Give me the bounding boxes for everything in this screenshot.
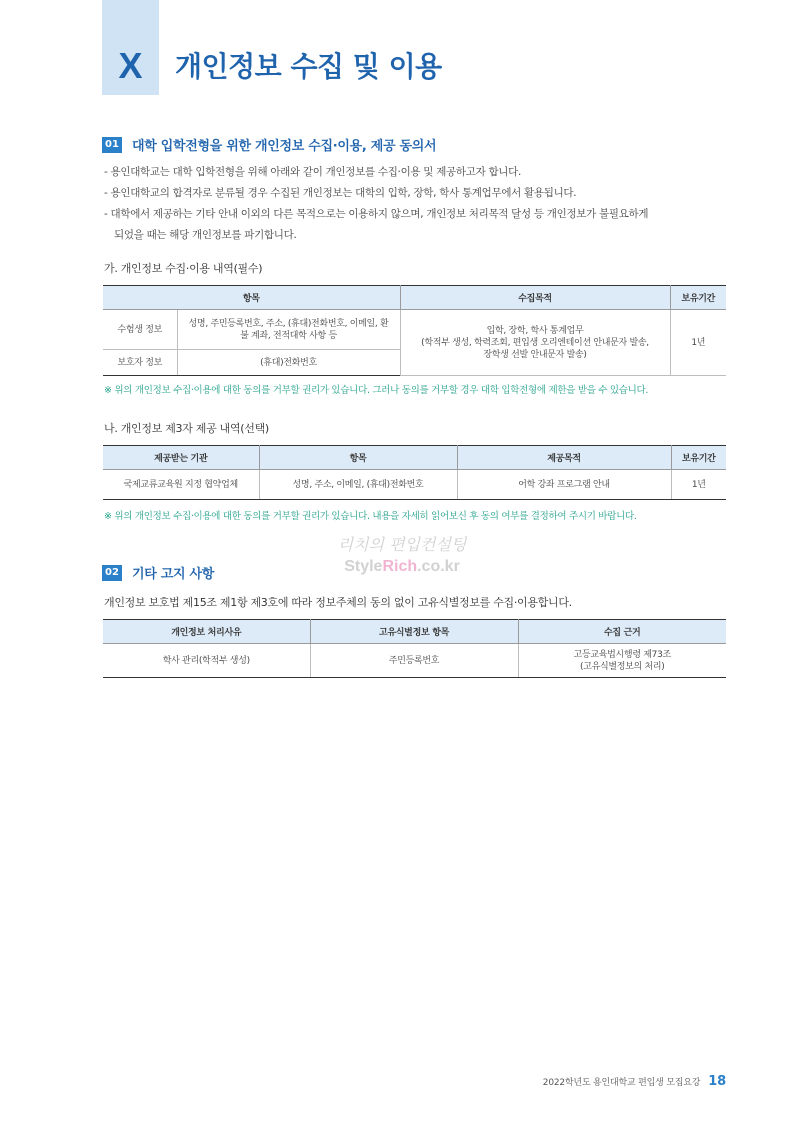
- table-row: [103, 310, 726, 350]
- table-cell: 학사 관리(학적부 생성): [103, 644, 310, 678]
- header-cell: 제공목적: [457, 446, 671, 470]
- header-cell: 보유기간: [670, 286, 726, 310]
- table-header-row: [103, 446, 726, 470]
- section-2-heading: [102, 563, 214, 582]
- watermark: [322, 534, 482, 578]
- table-cell: [518, 644, 726, 678]
- purpose-cell: [400, 310, 670, 376]
- brand-part: Style: [344, 558, 383, 575]
- watermark-brand: [322, 556, 482, 578]
- purpose-line: 입학, 장학, 학사 통계업무: [486, 325, 584, 336]
- header-cell: 고유식별정보 항목: [310, 620, 518, 644]
- consent-note: ※ 위의 개인정보 수집·이용에 대한 동의를 거부할 권리가 있습니다. 그러나 동의를 거부할 경우 대학 입학전형에 제한을 받을 수 있습니다.: [104, 385, 649, 396]
- purpose-line: (학적부 생성, 학력조회, 편입생 오리엔테이션 안내문자 발송,: [421, 337, 649, 348]
- chapter-letter: X: [118, 45, 143, 86]
- notice-item: - 용인대학교의 합격자로 분류될 경우 수집된 개인정보는 대학의 입학, 장학, 학사 통계업무에서 활용됩니다.: [104, 187, 577, 199]
- basis-line: 고등교육법시행령 제73조: [573, 649, 671, 660]
- section-title: 대학 입학전형을 위한 개인정보 수집·이용, 제공 동의서: [132, 139, 437, 154]
- page-title: 개인정보 수집 및 이용: [175, 50, 442, 83]
- brand-part: .co.kr: [417, 558, 460, 575]
- purpose-line: 장학생 선발 안내문자 발송): [483, 349, 587, 360]
- header-cell: 보유기간: [671, 446, 726, 470]
- row-items: [177, 310, 400, 350]
- table-cell: 어학 강좌 프로그램 안내: [457, 470, 671, 500]
- row-label: 보호자 정보: [103, 350, 177, 376]
- collection-table: [103, 285, 726, 376]
- table-cell: 국제교류교육원 지정 협약업체: [103, 470, 259, 500]
- table-header-row: [103, 286, 726, 310]
- notice-item: - 대학에서 제공하는 기타 안내 이외의 다른 목적으로는 이용하지 않으며, 개인정보 처리목적 달성 등 개인정보가 불필요하게: [104, 208, 649, 220]
- table-b-caption: 나. 개인정보 제3자 제공 내역(선택): [104, 422, 269, 435]
- row-label: 수험생 정보: [103, 310, 177, 350]
- items-text: 성명, 주민등록번호, 주소, (휴대)전화번호, 이메일, 환불 계좌, 전적대학 사항 등: [188, 318, 389, 341]
- header-cell: 제공받는 기관: [103, 446, 259, 470]
- table-a-caption: 가. 개인정보 수집·이용 내역(필수): [104, 262, 263, 275]
- section-number-badge: 01: [102, 137, 122, 153]
- notice-item-continued: 되었을 때는 해당 개인정보를 파기합니다.: [114, 229, 297, 241]
- header-cell: 수집목적: [400, 286, 670, 310]
- notice-item: - 용인대학교는 대학 입학전형을 위해 아래와 같이 개인정보를 수집·이용 및 제공하고자 합니다.: [104, 166, 522, 178]
- page-footer: [543, 1074, 726, 1089]
- footer-text: 2022학년도 용인대학교 편입생 모집요강: [542, 1078, 701, 1088]
- table-cell: 1년: [671, 470, 726, 500]
- section-1-heading: [102, 135, 436, 154]
- watermark-line: 리치의 편입컨설팅: [337, 535, 467, 554]
- header-cell: 개인정보 처리사유: [103, 620, 310, 644]
- row-items: (휴대)전화번호: [177, 350, 400, 376]
- consent-note: ※ 위의 개인정보 수집·이용에 대한 동의를 거부할 권리가 있습니다. 내용을 자세히 읽어보신 후 동의 여부를 결정하여 주시기 바랍니다.: [104, 511, 637, 522]
- third-party-table: [103, 445, 726, 500]
- section-number-badge: 02: [102, 565, 122, 581]
- section-title: 기타 고지 사항: [132, 567, 214, 582]
- notice-list: [104, 162, 744, 246]
- period-cell: 1년: [670, 310, 726, 376]
- table-cell: 성명, 주소, 이메일, (휴대)전화번호: [259, 470, 457, 500]
- header-cell: 수집 근거: [518, 620, 726, 644]
- table-cell: 주민등록번호: [310, 644, 518, 678]
- table-row: [103, 470, 726, 500]
- header-cell: 항목: [103, 286, 400, 310]
- table-header-row: [103, 620, 726, 644]
- unique-id-table: [103, 619, 726, 678]
- basis-line: (고유식별정보의 처리): [579, 661, 665, 672]
- legal-basis-text: 개인정보 보호법 제15조 제1항 제3호에 따라 정보주체의 동의 없이 고유식별정보를 수집·이용합니다.: [104, 596, 572, 609]
- header-cell: 항목: [259, 446, 457, 470]
- brand-part: Rich: [382, 558, 418, 575]
- page-number: 18: [708, 1074, 726, 1089]
- table-row: [103, 644, 726, 678]
